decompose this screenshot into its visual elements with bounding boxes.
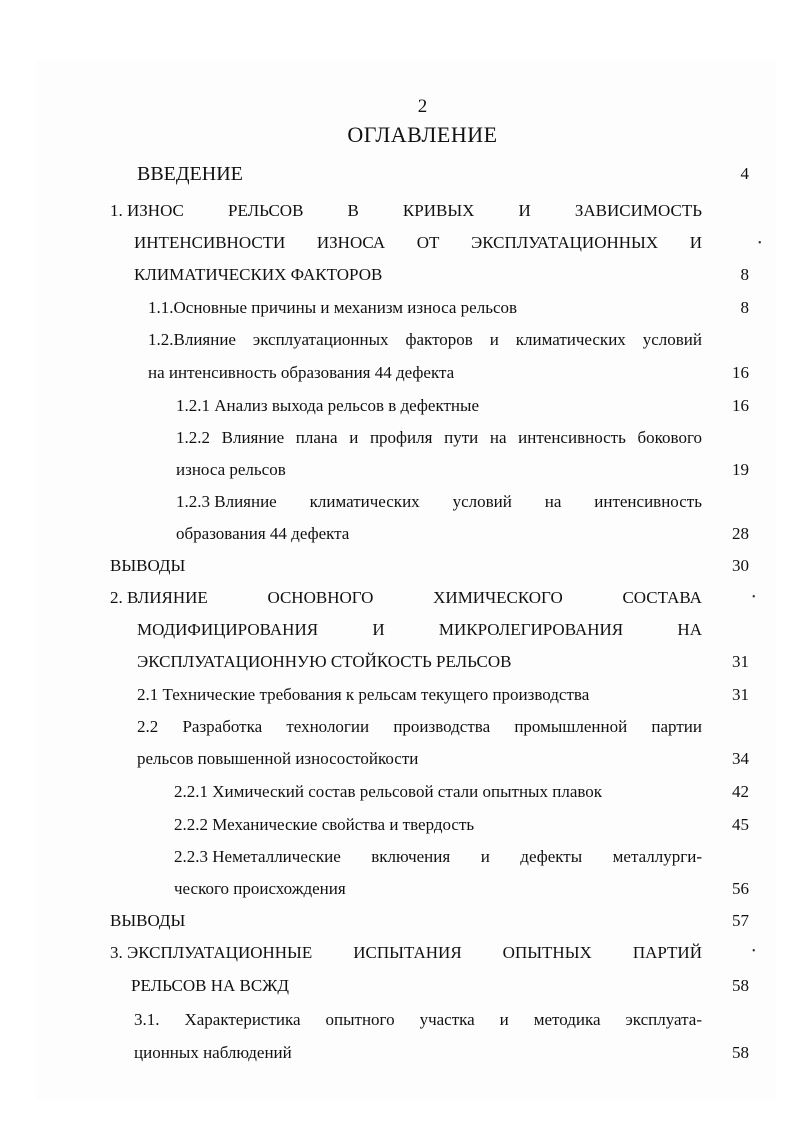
toc-ch3-line2: РЕЛЬСОВ НА ВСЖД (131, 976, 289, 995)
toc-s3-1-line1: 3.1. Характеристика опытного участка и методика эксплуата- (134, 1010, 702, 1029)
toc-s2-2-page: 34 (732, 749, 749, 768)
toc-s1-2-3-line1: 1.2.3 Влияние климатических условий на интенсивность (176, 492, 702, 511)
toc-s1-2-line2: на интенсивность образования 44 дефекта (148, 363, 455, 382)
toc-s2-1-page: 31 (732, 685, 749, 704)
page-number: 2 (417, 96, 428, 117)
toc-s1-2-3-page: 28 (732, 524, 749, 543)
scan-speck: • (752, 592, 756, 603)
scan-speck: • (752, 946, 756, 957)
toc-ch2-line1: 2. ВЛИЯНИЕ ОСНОВНОГО ХИМИЧЕСКОГО СОСТАВА (110, 588, 702, 607)
toc-conclusions-1: ВЫВОДЫ (110, 556, 186, 575)
toc-s3-1-line2: ционных наблюдений (134, 1043, 292, 1062)
toc-conclusions-2-page: 57 (732, 911, 749, 930)
toc-s1-1-page: 8 (740, 298, 749, 317)
toc-s2-2-2: 2.2.2 Механические свойства и твердость (174, 815, 475, 834)
toc-s2-2-3-line2: ческого происхождения (174, 879, 346, 898)
toc-s1-2-1: 1.2.1 Анализ выхода рельсов в дефектные (176, 396, 479, 415)
toc-ch2-page: 31 (732, 652, 749, 671)
toc-s2-2-line2: рельсов повышенной износостойкости (137, 749, 419, 768)
toc-s2-2-1-page: 42 (732, 782, 749, 801)
toc-s1-1: 1.1.Основные причины и механизм износа рельсов (148, 298, 518, 317)
toc-ch3-line1: 3. ЭКСПЛУАТАЦИОННЫЕ ИСПЫТАНИЯ ОПЫТНЫХ ПАРТИЙ (110, 943, 702, 962)
toc-s1-2-2-line1: 1.2.2 Влияние плана и профиля пути на интенсивность бокового (176, 428, 702, 447)
toc-ch2-line3: ЭКСПЛУАТАЦИОННУЮ СТОЙКОСТЬ РЕЛЬСОВ (137, 652, 512, 671)
toc-s2-2-2-page: 45 (732, 815, 749, 834)
toc-s2-2-line1: 2.2 Разработка технологии производства промышленной партии (137, 717, 702, 736)
toc-heading: ОГЛАВЛЕНИЕ (347, 122, 498, 147)
toc-s2-2-3-line1: 2.2.3 Неметаллические включения и дефекты металлурги- (174, 847, 702, 866)
scan-speck: • (758, 238, 762, 249)
toc-s2-2-1: 2.2.1 Химический состав рельсовой стали опытных плавок (174, 782, 603, 801)
toc-s1-2-2-page: 19 (732, 460, 749, 479)
toc-s1-2-page: 16 (732, 363, 749, 382)
toc-ch1-line1: 1. ИЗНОС РЕЛЬСОВ В КРИВЫХ И ЗАВИСИМОСТЬ (110, 201, 702, 220)
toc-intro: ВВЕДЕНИЕ (137, 163, 243, 185)
toc-s3-1-page: 58 (732, 1043, 749, 1062)
toc-ch1-page: 8 (740, 265, 749, 284)
toc-s1-2-1-page: 16 (732, 396, 749, 415)
toc-intro-page: 4 (740, 164, 749, 183)
toc-s2-1: 2.1 Технические требования к рельсам текущего производства (137, 685, 590, 704)
toc-s1-2-line1: 1.2.Влияние эксплуатационных факторов и климатических условий (148, 330, 702, 349)
toc-s2-2-3-page: 56 (732, 879, 749, 898)
toc-s1-2-3-line2: образования 44 дефекта (176, 524, 350, 543)
toc-ch3-page: 58 (732, 976, 749, 995)
toc-conclusions-2: ВЫВОДЫ (110, 911, 186, 930)
toc-conclusions-1-page: 30 (732, 556, 749, 575)
toc-ch1-line2: ИНТЕНСИВНОСТИ ИЗНОСА ОТ ЭКСПЛУАТАЦИОННЫХ И (134, 233, 702, 252)
toc-ch1-line3: КЛИМАТИЧЕСКИХ ФАКТОРОВ (134, 265, 383, 284)
toc-s1-2-2-line2: износа рельсов (176, 460, 286, 479)
toc-ch2-line2: МОДИФИЦИРОВАНИЯ И МИКРОЛЕГИРОВАНИЯ НА (137, 620, 702, 639)
